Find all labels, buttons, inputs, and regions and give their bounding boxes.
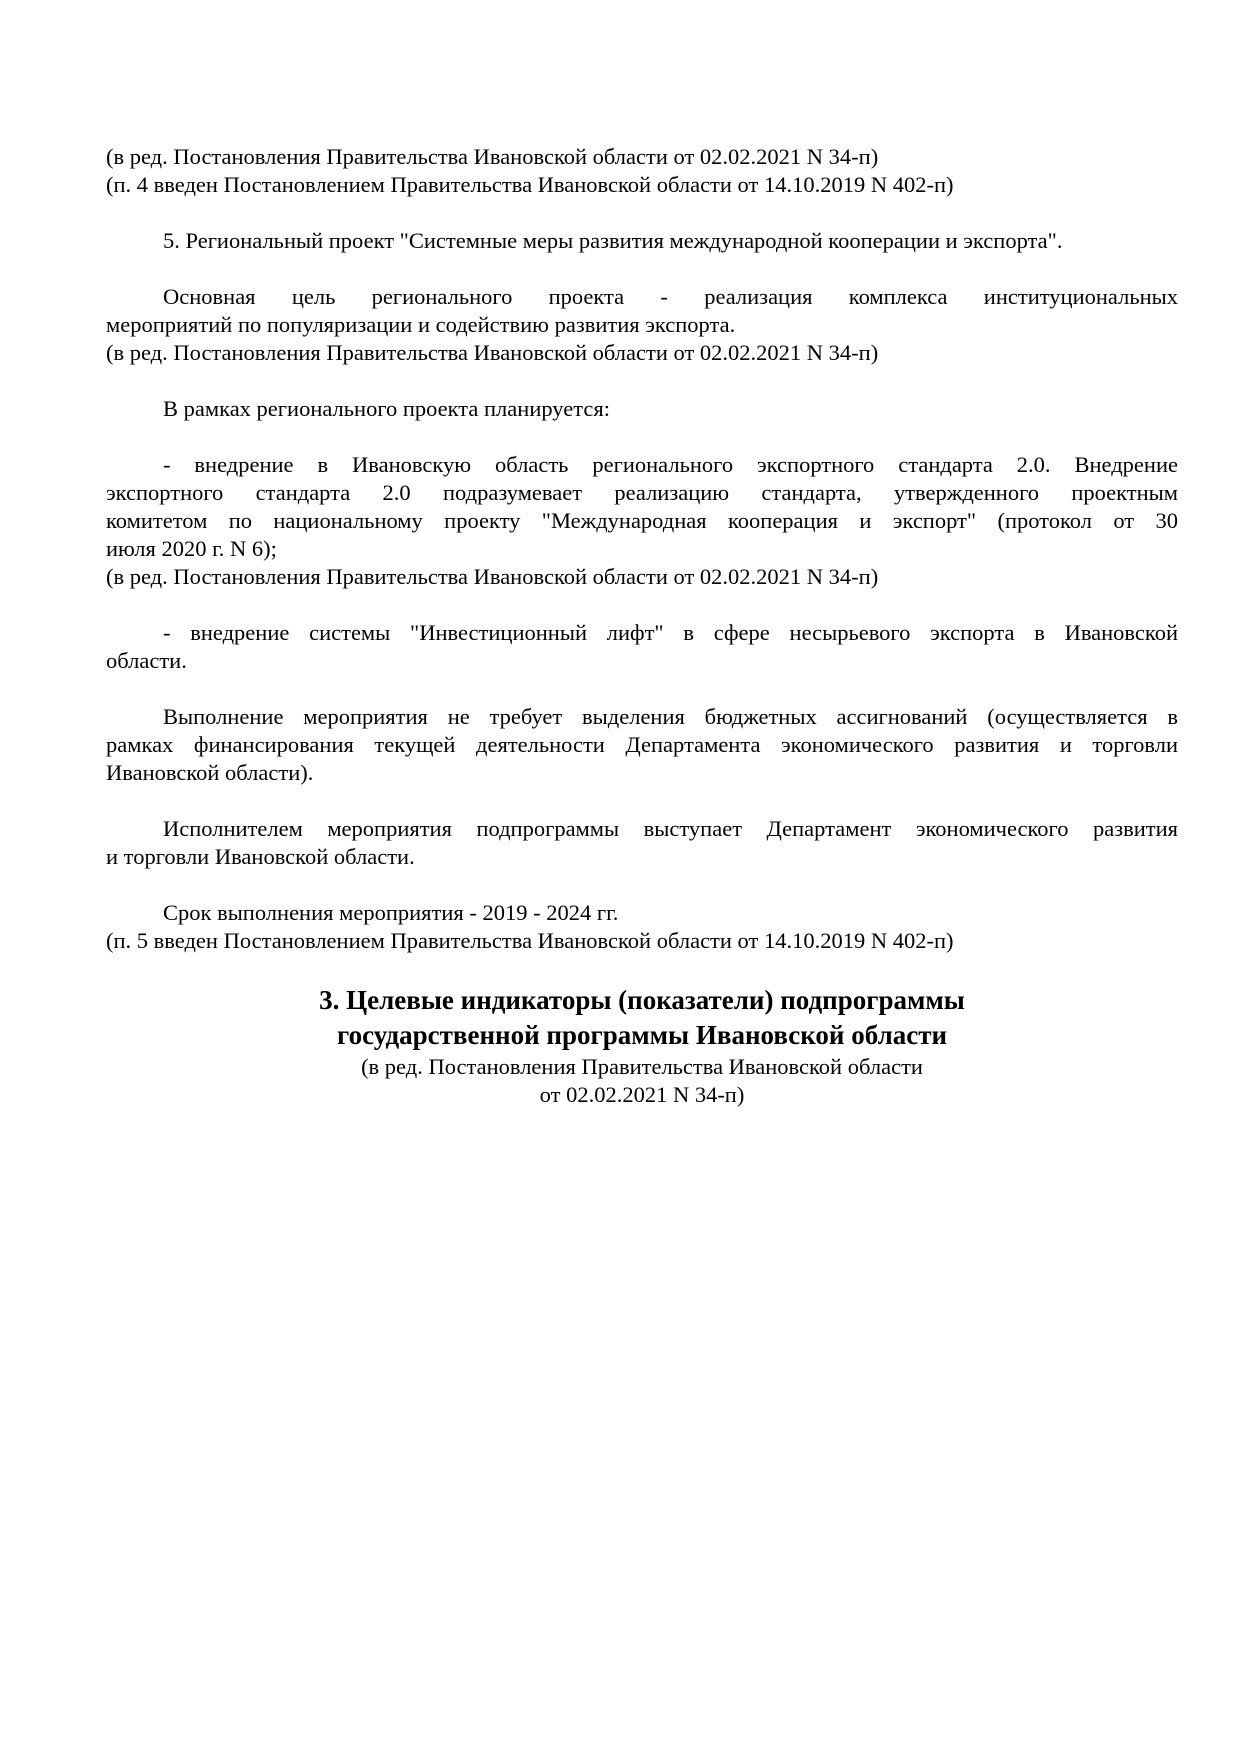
amendment-note bbox=[106, 563, 1178, 591]
amendment-note-text: (в ред. Постановления Правительства Ивановской области bbox=[361, 1054, 923, 1079]
amendment-note-text: (в ред. Постановления Правительства Ивановской области от 02.02.2021 N 34-п) bbox=[106, 564, 879, 589]
section-heading-text: 3. Целевые индикаторы (показатели) подпрограммы bbox=[319, 985, 965, 1015]
amendment-note-text: от 02.02.2021 N 34-п) bbox=[539, 1082, 745, 1107]
point-note bbox=[106, 927, 1178, 955]
paragraph-text: июля 2020 г. N 6); bbox=[106, 536, 277, 561]
paragraph bbox=[106, 619, 1178, 675]
point-note-text: (п. 5 введен Постановлением Правительства Ивановской области от 14.10.2019 N 402-п) bbox=[106, 928, 954, 953]
paragraph-text: Основная цель регионального проекта - реализация комплекса институциональных bbox=[163, 284, 1178, 309]
amendment-note-centered bbox=[106, 1053, 1178, 1109]
paragraph bbox=[106, 703, 1178, 787]
paragraph bbox=[106, 899, 1178, 927]
point-note bbox=[106, 171, 1178, 199]
paragraph-text: Ивановской области). bbox=[106, 760, 314, 785]
paragraph-text: 5. Региональный проект "Системные меры развития международной кооперации и экспорта". bbox=[163, 228, 1063, 253]
paragraph-text: рамках финансирования текущей деятельности Департамента экономического развития и торговли bbox=[106, 732, 1178, 757]
paragraph-text: комитетом по национальному проекту "Международная кооперация и экспорт" (протокол от 30 bbox=[106, 508, 1178, 533]
paragraph bbox=[106, 227, 1178, 255]
amendment-note-text: (в ред. Постановления Правительства Ивановской области от 02.02.2021 N 34-п) bbox=[106, 144, 879, 169]
section-heading-text: государственной программы Ивановской области bbox=[336, 1020, 948, 1050]
paragraph bbox=[106, 451, 1178, 563]
paragraph bbox=[106, 283, 1178, 339]
paragraph bbox=[106, 815, 1178, 871]
paragraph bbox=[106, 395, 1178, 423]
paragraph-text: экспортного стандарта 2.0 подразумевает реализацию стандарта, утвержденного проектным bbox=[106, 480, 1178, 505]
paragraph-text: В рамках регионального проекта планируется: bbox=[163, 396, 610, 421]
paragraph-text: Выполнение мероприятия не требует выделения бюджетных ассигнований (осуществляется в bbox=[163, 704, 1178, 729]
section-heading bbox=[106, 983, 1178, 1053]
amendment-note-text: (в ред. Постановления Правительства Ивановской области от 02.02.2021 N 34-п) bbox=[106, 340, 879, 365]
point-note-text: (п. 4 введен Постановлением Правительства Ивановской области от 14.10.2019 N 402-п) bbox=[106, 172, 954, 197]
paragraph-text: мероприятий по популяризации и содействию развития экспорта. bbox=[106, 312, 736, 337]
paragraph-text: области. bbox=[106, 648, 187, 673]
paragraph-text: - внедрение в Ивановскую область регионального экспортного стандарта 2.0. Внедрение bbox=[163, 452, 1178, 477]
paragraph-text: - внедрение системы "Инвестиционный лифт" в сфере несырьевого экспорта в Ивановской bbox=[163, 620, 1178, 645]
paragraph-text: Исполнителем мероприятия подпрограммы выступает Департамент экономического развития bbox=[163, 816, 1178, 841]
amendment-note bbox=[106, 143, 1178, 171]
paragraph-text: и торговли Ивановской области. bbox=[106, 844, 415, 869]
amendment-note bbox=[106, 339, 1178, 367]
paragraph-text: Срок выполнения мероприятия - 2019 - 2024 гг. bbox=[163, 900, 619, 925]
